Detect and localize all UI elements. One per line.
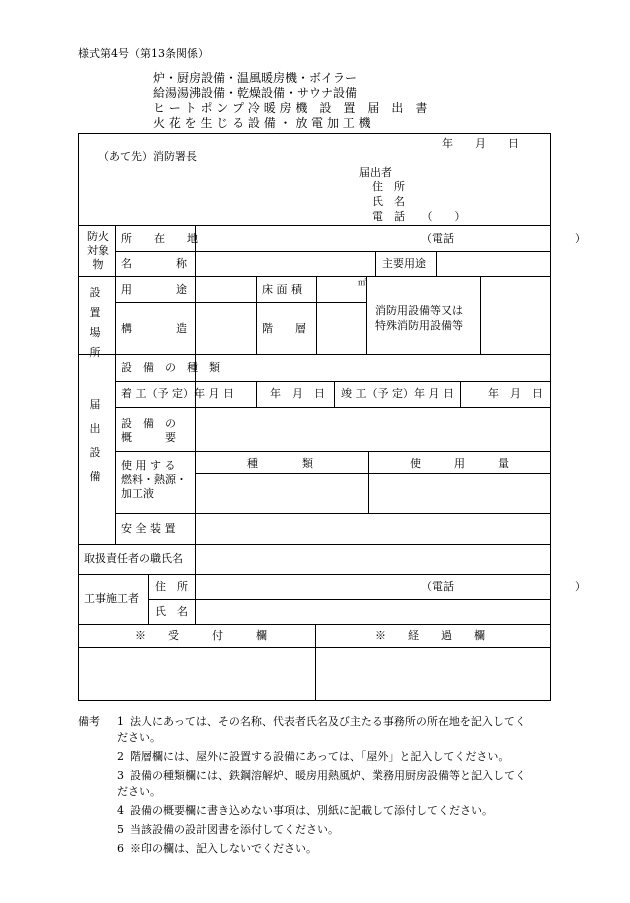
floor-label: 階 層 xyxy=(262,322,306,335)
form-number: 様式第4号（第13条関係） xyxy=(78,47,209,60)
notifier-name: 氏 名 xyxy=(372,195,405,208)
notes-label: 備考 xyxy=(78,715,100,728)
title-line-4: 火 花 を 生 じ る 設 備 ・ 放 電 加 工 機 xyxy=(153,116,371,130)
note-num: 5 xyxy=(117,823,124,836)
fire-equipment-label: 消防用設備等又は 特殊消防用設備等 xyxy=(375,304,463,332)
kind-header: 種 類 xyxy=(247,457,313,470)
fuel-label: 使 用 す る 燃料・熱源・ 加工液 xyxy=(121,459,187,500)
note-text: 法人にあっては、その名称、代表者氏名及び主たる事務所の所在地を記入してく xyxy=(130,715,526,728)
use-label: 用 途 xyxy=(121,283,187,296)
notifier-address: 住 所 xyxy=(372,180,405,193)
note-text: ※印の欄は、記入しないでください。 xyxy=(130,842,317,855)
start-date-label: 着 工（予 定）年 月 日 xyxy=(121,387,234,400)
notifier-label: 届出者 xyxy=(359,166,392,179)
start-date-ymd: 年 月 日 xyxy=(270,387,325,400)
notify-equipment-label: 届出設備 xyxy=(89,398,101,483)
note-num: 3 xyxy=(117,769,124,782)
addressee: （あて先）消防署長 xyxy=(98,150,197,163)
amount-header: 使 用 量 xyxy=(410,457,509,470)
fire-target-label: 防火対象物 xyxy=(87,230,109,271)
note-text: 当該設備の設計図書を添付してください。 xyxy=(130,823,339,836)
responsible-label: 取扱責任者の職氏名 xyxy=(84,552,183,565)
structure-label: 構 造 xyxy=(121,322,187,335)
name-label: 名 称 xyxy=(121,257,187,270)
main-use-label: 主要用途 xyxy=(382,257,426,270)
location-label: 所 在 地 xyxy=(121,232,198,245)
title-line-3: ヒ ー ト ポ ン プ 冷 暖 房 機 設 置 届 出 書 xyxy=(153,101,428,115)
completion-label: 竣 工（予 定）年 月 日 xyxy=(341,387,454,400)
note-text: 階層欄には、屋外に設置する設備にあっては、「屋外」と記入してください。 xyxy=(130,750,510,763)
title-line-1: 炉・厨房設備・温風暖房機・ボイラー xyxy=(153,71,358,85)
summary-label: 設 備 の 概 要 xyxy=(121,417,176,444)
note-cont: ださい。 xyxy=(117,785,161,798)
floor-area-label: 床 面 積 xyxy=(262,283,302,296)
equip-type-label: 設 備 の 種 類 xyxy=(121,361,220,374)
progress-header: ※ 経 過 欄 xyxy=(375,629,485,642)
reception-header: ※ 受 付 欄 xyxy=(135,629,267,642)
contractor-label: 工事施工者 xyxy=(84,592,139,605)
note-text: 設備の種類欄には、鉄鋼溶解炉、暖房用熱風炉、業務用厨房設備等と記入してく xyxy=(130,769,526,782)
note-text: 設備の概要欄に書き込めない事項は、別紙に記載して添付してください。 xyxy=(130,804,493,817)
contractor-name: 氏 名 xyxy=(155,605,188,618)
completion-ymd: 年 月 日 xyxy=(488,387,543,400)
date-field: 年 月 日 xyxy=(442,137,519,150)
sqm-unit: ㎡ xyxy=(358,278,366,287)
contractor-phone: （電話 ） xyxy=(421,580,586,593)
title-line-2: 給湯湯沸設備・乾燥設備・サウナ設備 xyxy=(153,86,358,100)
note-num: 4 xyxy=(117,804,124,817)
notifier-phone: 電 話 （ ） xyxy=(372,210,466,223)
note-num: 2 xyxy=(117,750,124,763)
install-place-label: 設置場所 xyxy=(89,286,101,359)
note-cont: ださい。 xyxy=(117,731,161,744)
location-phone: （電話 ） xyxy=(421,232,586,245)
note-num: 1 xyxy=(117,715,124,728)
safety-label: 安 全 装 置 xyxy=(121,522,176,535)
note-num: 6 xyxy=(117,842,124,855)
contractor-address: 住 所 xyxy=(155,580,188,593)
